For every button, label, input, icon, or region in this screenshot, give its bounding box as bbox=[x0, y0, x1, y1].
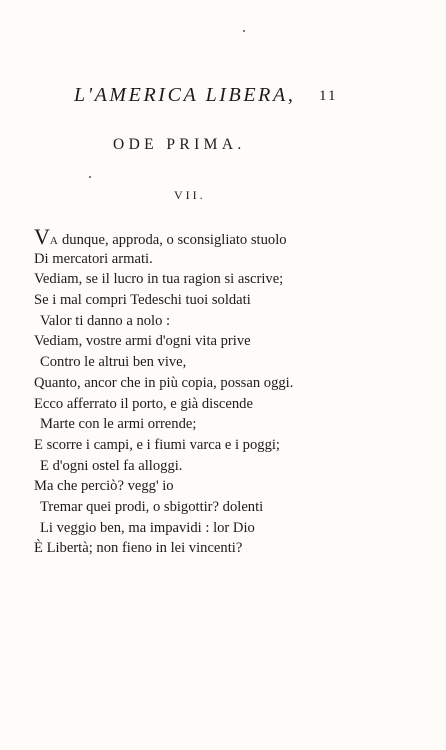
verse-line: Vediam, vostre armi d'ogni vita prive bbox=[34, 333, 251, 350]
verse-line: Tremar quei prodi, o sbigottir? dolenti bbox=[40, 498, 264, 515]
verse-line: Se i mal compri Tedeschi tuoi soldati bbox=[34, 292, 251, 309]
first-line-small-caps: A bbox=[49, 235, 59, 247]
verse-line: Marte con le armi orrende; bbox=[40, 416, 197, 433]
verse-line: Valor ti danno a nolo : bbox=[40, 312, 171, 329]
ink-speck bbox=[243, 30, 245, 32]
verse-line: È Libertà; non fieno in lei vincenti? bbox=[34, 540, 243, 557]
verse-line: E scorre i campi, e i fiumi varca e i poggi; bbox=[34, 436, 280, 453]
drop-capital: V bbox=[34, 224, 50, 249]
running-title: L'AMERICA LIBERA, bbox=[74, 84, 296, 106]
stanza-number: VII. bbox=[174, 188, 206, 202]
verse-line: Contro le altrui ben vive, bbox=[40, 354, 187, 371]
verse-line-1 bbox=[34, 224, 434, 249]
verse-line: Quanto, ancor che in più copia, possan oggi. bbox=[34, 374, 294, 391]
verse-line: Ecco afferrato il porto, e già discende bbox=[34, 395, 253, 412]
stanza-text bbox=[34, 224, 434, 559]
verse-line: Ma che perciò? vegg' io bbox=[34, 478, 174, 495]
verse-line: Li veggio ben, ma impavidi : lor Dio bbox=[40, 519, 255, 536]
ode-heading: ODE PRIMA. bbox=[113, 136, 246, 153]
verse-line: Di mercatori armati. bbox=[34, 250, 153, 267]
first-line-text: dunque, approda, o sconsigliato stuolo bbox=[58, 232, 287, 248]
ink-speck bbox=[89, 176, 91, 178]
page-number: 11 bbox=[319, 88, 338, 104]
verse-line: E d'ogni ostel fa alloggi. bbox=[40, 457, 183, 474]
verse-line: Vediam, se il lucro in tua ragion si ascrive; bbox=[34, 271, 284, 288]
